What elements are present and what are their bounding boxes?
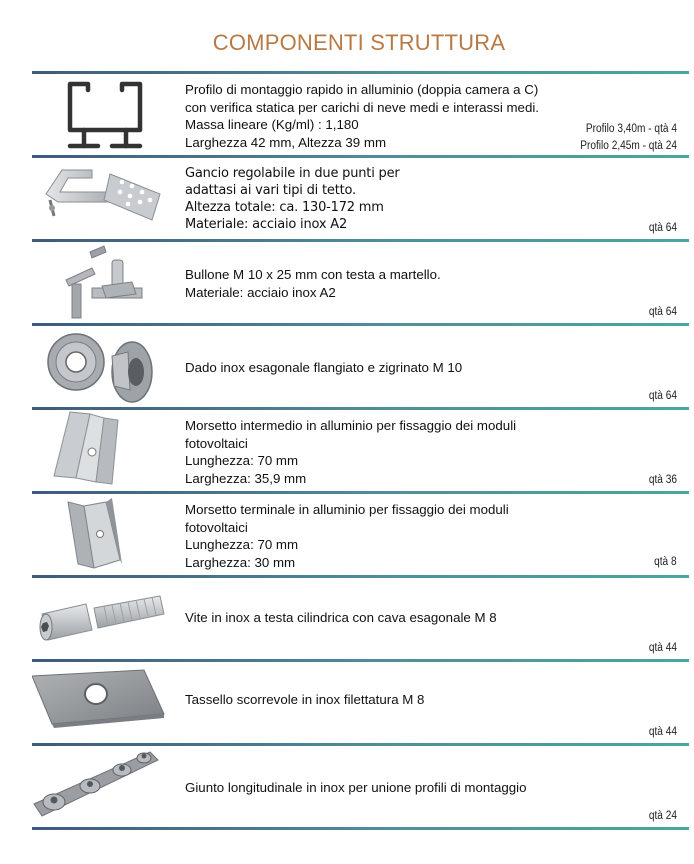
aluminium-c-profile-icon bbox=[32, 74, 182, 155]
desc-line: Larghezza: 30 mm bbox=[185, 554, 296, 570]
component-row-sliding-nut bbox=[32, 662, 689, 743]
component-row-profile bbox=[32, 74, 689, 155]
flange-nut-icon bbox=[32, 326, 182, 407]
sliding-nut-plate-icon bbox=[32, 662, 182, 743]
desc-line: Vite in inox a testa cilindrica con cava esagonale M 8 bbox=[185, 610, 497, 625]
component-description bbox=[185, 779, 527, 797]
component-row-flange-nut bbox=[32, 326, 689, 407]
desc-line: Altezza totale: ca. 130-172 mm bbox=[185, 200, 384, 215]
desc-line: Morsetto intermedio in alluminio per fissaggio dei moduli bbox=[185, 418, 517, 433]
splice-connector-icon bbox=[32, 746, 182, 827]
desc-line: Gancio regolabile in due punti per bbox=[185, 166, 400, 181]
desc-line: Profilo di montaggio rapido in alluminio (doppia camera a C) bbox=[185, 82, 539, 97]
component-row-hammer-bolt bbox=[32, 242, 689, 323]
desc-line: adattasi ai vari tipi di tetto. bbox=[185, 183, 356, 198]
desc-line: Larghezza 42 mm, Altezza 39 mm bbox=[185, 134, 387, 150]
qty-line: Profilo 2,45m - qtà 24 bbox=[580, 140, 677, 152]
quantity-label: qtà 44 bbox=[648, 642, 677, 654]
desc-line: con verifica statica per carichi di neve medi e interassi medi. bbox=[185, 99, 539, 115]
desc-line: Tassello scorrevole in inox filettatura M 8 bbox=[185, 692, 425, 707]
component-row-socket-screw bbox=[32, 578, 689, 659]
socket-head-screw-icon bbox=[32, 578, 182, 659]
desc-line: Larghezza: 35,9 mm bbox=[185, 470, 307, 486]
divider bbox=[32, 827, 689, 830]
desc-line: Materiale: acciaio inox A2 bbox=[185, 217, 348, 232]
component-description bbox=[185, 609, 497, 627]
component-row-splice-connector bbox=[32, 746, 689, 827]
page-title: COMPONENTI STRUTTURA bbox=[212, 30, 506, 55]
desc-line: Materiale: acciaio inox A2 bbox=[185, 284, 336, 300]
quantity-label: qtà 64 bbox=[648, 222, 677, 234]
component-description bbox=[185, 266, 441, 301]
quantity-label: qtà 64 bbox=[648, 390, 677, 402]
component-description bbox=[185, 501, 509, 571]
quantity-label: qtà 36 bbox=[648, 474, 677, 486]
desc-line: fotovoltaici bbox=[185, 435, 248, 451]
quantity-label: qtà 24 bbox=[648, 810, 677, 822]
desc-line: Lunghezza: 70 mm bbox=[185, 453, 299, 468]
desc-line: Morsetto terminale in alluminio per fissaggio dei moduli bbox=[185, 502, 509, 517]
desc-line: Lunghezza: 70 mm bbox=[185, 537, 299, 552]
component-row-roof-hook bbox=[32, 158, 689, 239]
qty-line: Profilo 3,40m - qtà 4 bbox=[585, 123, 677, 135]
component-description bbox=[185, 81, 539, 151]
component-description bbox=[185, 417, 516, 487]
component-description bbox=[185, 691, 424, 709]
roof-hook-icon bbox=[32, 158, 182, 239]
desc-line: fotovoltaici bbox=[185, 519, 248, 535]
quantity-label bbox=[580, 121, 677, 155]
desc-line: Massa lineare (Kg/ml) : 1,180 bbox=[185, 117, 359, 132]
hammer-head-bolt-icon bbox=[32, 242, 182, 323]
component-description bbox=[185, 165, 400, 233]
component-row-middle-clamp bbox=[32, 410, 689, 491]
quantity-label: qtà 8 bbox=[654, 556, 677, 568]
component-description bbox=[185, 359, 462, 377]
end-clamp-icon bbox=[32, 494, 182, 575]
quantity-label: qtà 44 bbox=[648, 726, 677, 738]
quantity-label: qtà 64 bbox=[648, 306, 677, 318]
desc-line: Dado inox esagonale flangiato e zigrinato M 10 bbox=[185, 360, 463, 375]
middle-clamp-icon bbox=[32, 410, 182, 491]
desc-line: Giunto longitudinale in inox per unione profili di montaggio bbox=[185, 780, 527, 795]
desc-line: Bullone M 10 x 25 mm con testa a martello. bbox=[185, 267, 441, 282]
component-row-end-clamp bbox=[32, 494, 689, 575]
